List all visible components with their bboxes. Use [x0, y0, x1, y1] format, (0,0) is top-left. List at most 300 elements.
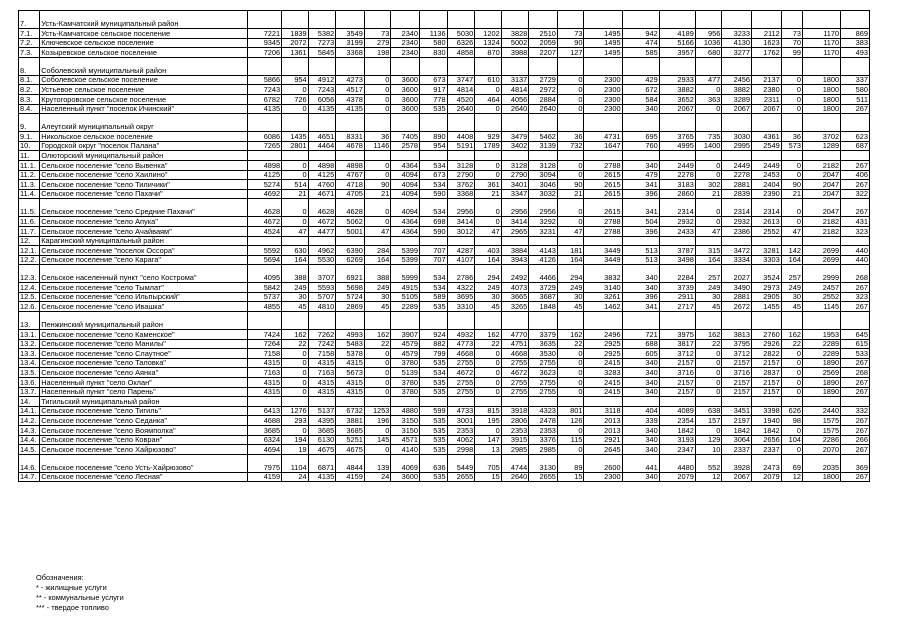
value-cell	[622, 312, 659, 330]
value-cell: 2300	[584, 104, 622, 114]
value-cell: 2881	[722, 180, 752, 190]
value-cell: 2157	[752, 378, 782, 388]
value-cell: 2860	[659, 189, 695, 199]
value-cell: 4993	[336, 330, 365, 340]
value-cell: 590	[420, 226, 448, 236]
value-cell: 1170	[802, 29, 840, 39]
value-cell: 535	[420, 358, 448, 368]
value-cell: 3379	[529, 330, 558, 340]
value-cell: 580	[841, 85, 870, 95]
value-cell: 3832	[584, 265, 622, 283]
value-cell	[364, 151, 391, 161]
value-cell	[364, 312, 391, 330]
value-cell: 1361	[282, 48, 309, 58]
value-cell: 3652	[659, 94, 695, 104]
value-cell: 511	[841, 94, 870, 104]
table-row	[19, 180, 870, 190]
value-cell: 4814	[501, 85, 529, 95]
value-cell: 2207	[529, 48, 558, 58]
value-cell: 22	[475, 339, 502, 349]
value-cell	[501, 11, 529, 29]
value-cell: 3530	[529, 349, 558, 359]
value-cell: 3479	[501, 132, 529, 142]
value-cell: 249	[364, 283, 391, 293]
value-cell: 2755	[529, 358, 558, 368]
value-cell: 145	[364, 435, 391, 445]
value-cell: 4315	[248, 358, 282, 368]
value-cell: 2157	[722, 378, 752, 388]
value-cell: 535	[420, 435, 448, 445]
value-cell: 4364	[391, 160, 420, 170]
value-cell: 0	[695, 160, 722, 170]
value-cell: 645	[841, 330, 870, 340]
value-cell: 0	[364, 199, 391, 217]
value-cell	[282, 57, 309, 75]
value-cell: 4858	[447, 48, 475, 58]
value-cell: 3137	[501, 75, 529, 85]
value-cell: 2492	[501, 265, 529, 283]
value-cell: 3600	[391, 472, 420, 482]
value-cell: 626	[781, 406, 802, 416]
value-cell: 0	[781, 426, 802, 436]
value-cell: 672	[622, 85, 659, 95]
row-code: 9.	[19, 114, 40, 132]
value-cell: 7273	[308, 38, 336, 48]
value-cell	[420, 151, 448, 161]
value-cell: 267	[841, 160, 870, 170]
value-cell	[282, 312, 309, 330]
value-cell: 954	[420, 141, 448, 151]
value-cell: 0	[695, 199, 722, 217]
value-cell: 0	[781, 94, 802, 104]
row-name: Сельское поселение "село Вывенка"	[40, 160, 248, 170]
value-cell: 267	[841, 199, 870, 217]
value-cell	[802, 312, 840, 330]
value-cell: 36	[781, 132, 802, 142]
value-cell	[529, 312, 558, 330]
value-cell	[841, 312, 870, 330]
row-name: Сельское поселение "село Слаутное"	[40, 349, 248, 359]
value-cell	[557, 312, 584, 330]
value-cell: 5694	[248, 255, 282, 265]
value-cell	[248, 312, 282, 330]
row-name: Олюторский муниципальный район	[40, 151, 248, 161]
value-cell: 3685	[308, 426, 336, 436]
value-cell: 142	[781, 246, 802, 256]
value-cell: 534	[420, 265, 448, 283]
value-cell: 4315	[308, 358, 336, 368]
value-cell: 535	[420, 426, 448, 436]
value-cell	[659, 114, 695, 132]
value-cell: 1890	[802, 378, 840, 388]
value-cell: 638	[695, 406, 722, 416]
value-cell: 4898	[336, 160, 365, 170]
row-code: 10.	[19, 141, 40, 151]
value-cell: 2337	[752, 445, 782, 455]
value-cell: 4675	[336, 445, 365, 455]
value-cell: 5593	[308, 283, 336, 293]
value-cell	[722, 151, 752, 161]
value-cell: 2347	[659, 445, 695, 455]
value-cell: 99	[781, 48, 802, 58]
value-cell: 3231	[529, 226, 558, 236]
value-cell: 4628	[248, 199, 282, 217]
value-cell: 1839	[282, 29, 309, 39]
value-cell: 3813	[722, 330, 752, 340]
value-cell	[336, 114, 365, 132]
value-cell: 0	[475, 104, 502, 114]
row-code: 12.2.	[19, 255, 40, 265]
value-cell: 3150	[391, 416, 420, 426]
value-cell	[420, 114, 448, 132]
value-cell: 2985	[501, 445, 529, 455]
value-cell: 2314	[722, 199, 752, 217]
value-cell	[622, 151, 659, 161]
row-name: Сельское поселение "село Седанка"	[40, 416, 248, 426]
row-name: Сельское поселение "село Ачайваям"	[40, 226, 248, 236]
value-cell: 2433	[659, 226, 695, 236]
row-code: 12.6.	[19, 302, 40, 312]
value-cell: 801	[557, 406, 584, 416]
value-cell: 5062	[336, 217, 365, 227]
value-cell	[695, 397, 722, 407]
value-cell	[841, 11, 870, 29]
value-cell: 129	[695, 435, 722, 445]
value-cell: 45	[781, 302, 802, 312]
value-cell: 340	[622, 472, 659, 482]
row-name: Пенжинский муниципальный район	[40, 312, 248, 330]
value-cell: 1800	[802, 85, 840, 95]
value-cell: 406	[841, 170, 870, 180]
value-cell	[475, 151, 502, 161]
value-cell: 4814	[447, 85, 475, 95]
value-cell: 4880	[391, 406, 420, 416]
value-cell: 4364	[391, 226, 420, 236]
value-cell: 69	[781, 454, 802, 472]
value-cell: 279	[364, 38, 391, 48]
value-cell: 4287	[447, 246, 475, 256]
value-cell: 2059	[529, 38, 558, 48]
table-row	[19, 170, 870, 180]
row-code: 8.2.	[19, 85, 40, 95]
value-cell: 4135	[336, 104, 365, 114]
row-name: Сельское поселение "село Тигиль"	[40, 406, 248, 416]
value-cell: 3928	[722, 454, 752, 472]
value-cell: 3414	[447, 217, 475, 227]
value-cell: 2457	[802, 283, 840, 293]
row-code: 13.2.	[19, 339, 40, 349]
value-cell	[447, 57, 475, 75]
value-cell: 15	[475, 472, 502, 482]
value-cell: 2822	[752, 349, 782, 359]
value-cell: 2925	[584, 339, 622, 349]
value-cell: 5462	[529, 132, 558, 142]
value-cell	[336, 57, 365, 75]
value-cell: 139	[364, 454, 391, 472]
value-cell: 2699	[802, 255, 840, 265]
value-cell: 0	[364, 426, 391, 436]
value-cell	[584, 236, 622, 246]
value-cell: 3685	[336, 426, 365, 436]
value-cell: 5592	[248, 246, 282, 256]
value-cell: 477	[695, 75, 722, 85]
value-cell: 3001	[447, 416, 475, 426]
value-cell	[802, 236, 840, 246]
value-cell: 194	[282, 435, 309, 445]
value-cell: 2672	[722, 302, 752, 312]
value-cell: 30	[364, 292, 391, 302]
row-name: Сельское поселение "село Лесная"	[40, 472, 248, 482]
value-cell: 2755	[529, 387, 558, 397]
value-cell: 302	[695, 180, 722, 190]
value-cell: 1253	[364, 406, 391, 416]
value-cell: 0	[364, 217, 391, 227]
value-cell: 4315	[336, 378, 365, 388]
value-cell: 7243	[248, 85, 282, 95]
value-cell: 4094	[391, 170, 420, 180]
value-cell: 3289	[722, 94, 752, 104]
value-cell	[659, 397, 695, 407]
value-cell: 2415	[584, 378, 622, 388]
value-cell: 2182	[802, 217, 840, 227]
value-cell: 4464	[308, 141, 336, 151]
table-row	[19, 358, 870, 368]
value-cell: 3623	[529, 368, 558, 378]
value-cell: 1848	[529, 302, 558, 312]
row-code: 13.7.	[19, 387, 40, 397]
value-cell	[752, 312, 782, 330]
value-cell: 830	[420, 48, 448, 58]
value-cell: 0	[364, 170, 391, 180]
value-cell: 2640	[501, 104, 529, 114]
value-cell: 3368	[447, 189, 475, 199]
value-cell: 4189	[659, 29, 695, 39]
value-cell: 4675	[308, 445, 336, 455]
value-cell: 3780	[391, 387, 420, 397]
value-cell: 2496	[584, 330, 622, 340]
value-cell: 4524	[248, 226, 282, 236]
value-cell: 7265	[248, 141, 282, 151]
value-cell: 3747	[447, 75, 475, 85]
value-cell	[282, 151, 309, 161]
value-cell: 0	[557, 349, 584, 359]
value-cell: 249	[781, 283, 802, 293]
value-cell: 1170	[802, 48, 840, 58]
value-cell: 1890	[802, 387, 840, 397]
value-cell: 0	[364, 445, 391, 455]
value-cell: 6269	[336, 255, 365, 265]
value-cell: 1462	[584, 302, 622, 312]
value-cell: 3765	[659, 132, 695, 142]
value-cell: 267	[841, 378, 870, 388]
value-cell: 396	[622, 189, 659, 199]
value-cell: 162	[557, 330, 584, 340]
value-cell	[391, 11, 420, 29]
value-cell	[475, 114, 502, 132]
value-cell: 429	[622, 75, 659, 85]
value-cell	[659, 236, 695, 246]
value-cell: 2278	[659, 170, 695, 180]
row-name: Сельское поселение "село Тымлат"	[40, 283, 248, 293]
value-cell: 4315	[248, 387, 282, 397]
value-cell	[781, 114, 802, 132]
value-cell: 3881	[336, 416, 365, 426]
value-cell: 162	[781, 330, 802, 340]
table-row	[19, 246, 870, 256]
value-cell: 5382	[308, 29, 336, 39]
value-cell: 2067	[752, 104, 782, 114]
value-cell	[752, 57, 782, 75]
value-cell: 164	[695, 255, 722, 265]
value-cell	[529, 114, 558, 132]
value-cell: 2300	[584, 75, 622, 85]
value-cell: 3498	[659, 255, 695, 265]
value-cell: 4315	[308, 378, 336, 388]
value-cell	[802, 151, 840, 161]
value-cell: 249	[557, 283, 584, 293]
value-cell: 2449	[659, 160, 695, 170]
value-cell: 2354	[659, 416, 695, 426]
value-cell	[447, 151, 475, 161]
value-cell	[781, 57, 802, 75]
value-cell: 0	[475, 160, 502, 170]
value-cell	[557, 236, 584, 246]
value-cell: 2456	[722, 75, 752, 85]
value-cell: 4571	[391, 435, 420, 445]
value-cell: 3130	[529, 454, 558, 472]
value-cell	[308, 151, 336, 161]
value-cell: 396	[622, 226, 659, 236]
value-cell: 2615	[584, 199, 622, 217]
value-cell: 2067	[722, 472, 752, 482]
value-cell: 726	[282, 94, 309, 104]
value-cell: 0	[282, 426, 309, 436]
value-cell: 636	[420, 454, 448, 472]
value-cell: 21	[557, 189, 584, 199]
table-row	[19, 38, 870, 48]
value-cell: 396	[622, 292, 659, 302]
value-cell: 605	[622, 349, 659, 359]
value-cell: 0	[557, 358, 584, 368]
value-cell: 4898	[308, 160, 336, 170]
value-cell: 162	[282, 330, 309, 340]
value-cell: 127	[557, 48, 584, 58]
row-name: Усть-Камчатское сельское поселение	[40, 29, 248, 39]
value-cell: 5698	[336, 283, 365, 293]
value-cell: 2837	[752, 368, 782, 378]
value-cell: 2449	[752, 160, 782, 170]
value-cell: 4094	[391, 189, 420, 199]
value-cell: 4378	[336, 94, 365, 104]
value-cell: 3762	[447, 180, 475, 190]
value-cell: 0	[475, 85, 502, 95]
value-cell: 2926	[752, 339, 782, 349]
value-cell: 0	[557, 75, 584, 85]
value-cell: 2956	[529, 199, 558, 217]
value-cell	[722, 114, 752, 132]
table-row	[19, 11, 870, 29]
value-cell: 7243	[308, 85, 336, 95]
value-cell: 3347	[501, 189, 529, 199]
value-cell: 361	[475, 180, 502, 190]
value-cell	[802, 57, 840, 75]
value-cell: 4692	[248, 189, 282, 199]
value-cell: 5673	[336, 368, 365, 378]
row-name: Городской округ "поселок Палана"	[40, 141, 248, 151]
value-cell: 3943	[501, 255, 529, 265]
legend-item-utilities: ** - коммунальные услуги	[36, 593, 124, 602]
value-cell: 2047	[802, 189, 840, 199]
value-cell: 3193	[659, 435, 695, 445]
row-name: Тигильский муниципальный район	[40, 397, 248, 407]
value-cell: 284	[364, 246, 391, 256]
value-cell: 2998	[447, 445, 475, 455]
value-cell: 3695	[447, 292, 475, 302]
value-cell: 3975	[659, 330, 695, 340]
value-cell: 5166	[659, 38, 695, 48]
row-name: Крутогоровское сельское поселение	[40, 94, 248, 104]
value-cell: 2552	[752, 226, 782, 236]
value-cell: 870	[475, 48, 502, 58]
value-cell	[557, 151, 584, 161]
value-cell: 4668	[501, 349, 529, 359]
table-row	[19, 226, 870, 236]
value-cell: 2956	[501, 199, 529, 217]
value-cell: 1435	[282, 132, 309, 142]
row-code: 11.5.	[19, 199, 40, 217]
value-cell: 9345	[248, 38, 282, 48]
value-cell: 15	[557, 472, 584, 482]
row-name: Сельское поселение "село Средние Пахачи"	[40, 199, 248, 217]
value-cell: 4135	[248, 104, 282, 114]
table-row	[19, 406, 870, 416]
value-cell: 249	[475, 283, 502, 293]
value-cell: 267	[841, 387, 870, 397]
legend-title: Обозначения:	[36, 573, 84, 582]
value-cell: 4315	[336, 358, 365, 368]
value-cell: 2786	[447, 265, 475, 283]
value-cell	[420, 11, 448, 29]
value-cell: 707	[420, 255, 448, 265]
value-cell: 267	[841, 416, 870, 426]
value-cell: 0	[695, 378, 722, 388]
value-cell: 6782	[248, 94, 282, 104]
value-cell	[659, 11, 695, 29]
value-cell: 0	[475, 170, 502, 180]
value-cell	[248, 114, 282, 132]
value-cell: 147	[475, 435, 502, 445]
value-cell: 2157	[659, 387, 695, 397]
value-cell: 431	[841, 217, 870, 227]
value-cell: 2578	[391, 141, 420, 151]
value-cell: 268	[841, 265, 870, 283]
value-cell: 341	[622, 199, 659, 217]
value-cell: 4668	[447, 349, 475, 359]
value-cell: 0	[781, 199, 802, 217]
value-cell: 293	[282, 416, 309, 426]
value-cell: 403	[475, 246, 502, 256]
value-cell: 30	[695, 292, 722, 302]
value-cell: 2197	[722, 416, 752, 426]
value-cell: 267	[841, 180, 870, 190]
value-cell	[447, 114, 475, 132]
value-cell: 0	[475, 199, 502, 217]
value-cell: 479	[622, 170, 659, 180]
value-cell: 3376	[529, 435, 558, 445]
value-cell: 673	[420, 75, 448, 85]
value-cell: 257	[781, 265, 802, 283]
value-cell: 2353	[501, 426, 529, 436]
